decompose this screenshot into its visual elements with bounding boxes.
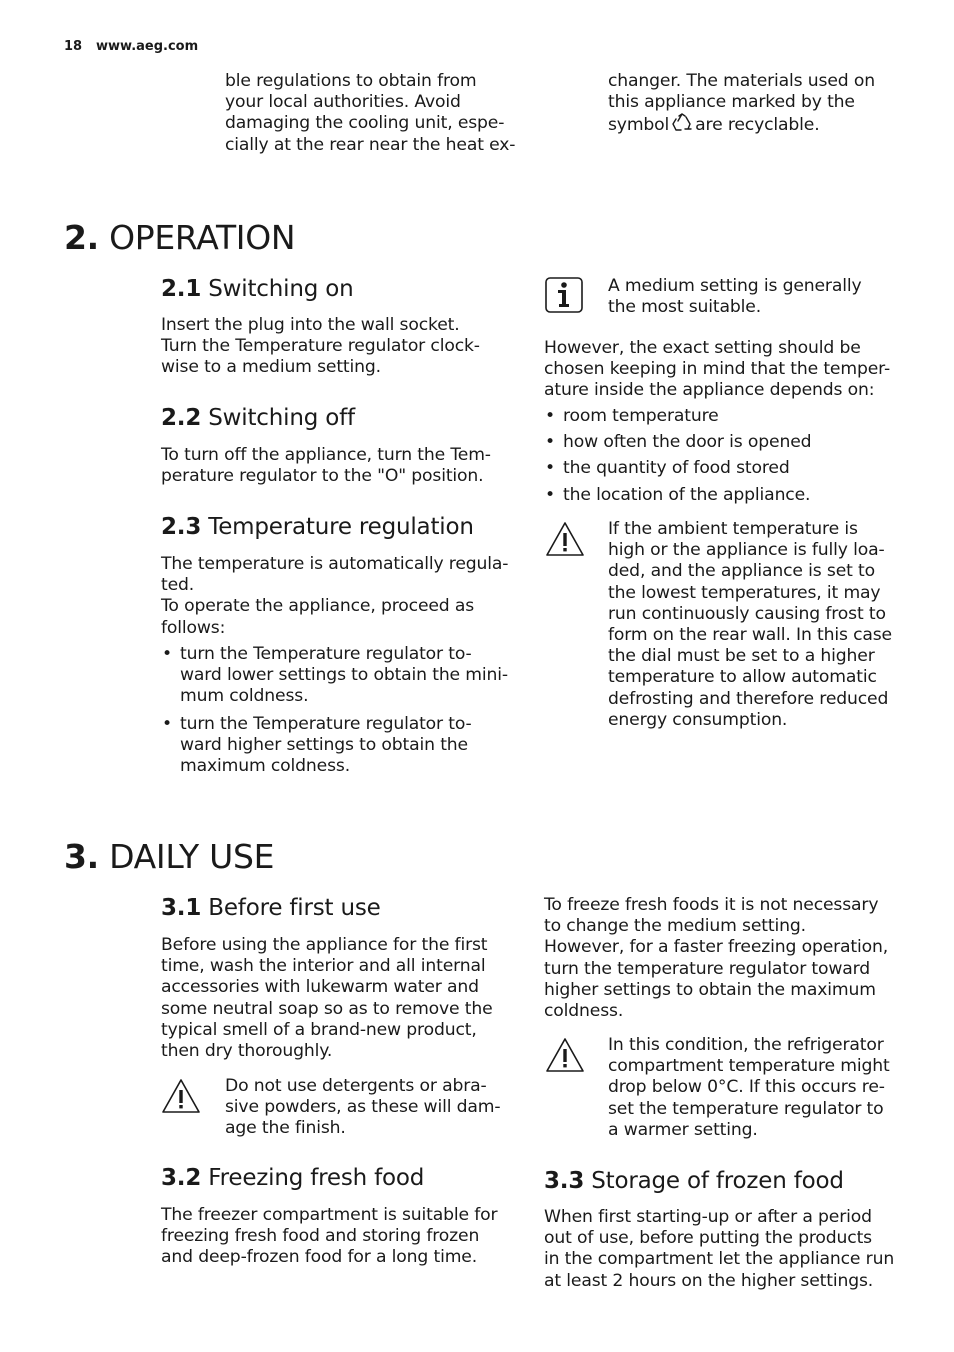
intro-left-text: ble regulations to obtain from your local authorities. Avoid damaging the cooling unit, espe- cially at the rear near the heat ex-: [225, 71, 516, 155]
before-first-use-text: Before using the appliance for the first time, wash the interior and all internal accessories with lukewarm water and some neutral soap so as to remove the typical smell of a brand-new product, then dry thoroughly.: [161, 935, 493, 1062]
subheading-switching-off: 2.2 Switching off: [161, 405, 355, 431]
section-heading-operation: 2. OPERATION: [64, 218, 296, 257]
page-number: 18: [64, 39, 83, 54]
operation-right-text: However, the exact setting should be chosen keeping in mind that the temper- ature inside the appliance depends on:: [544, 338, 890, 401]
operation-warning-text: If the ambient temperature is high or the appliance is fully loa- ded, and the appliance is set to the lowest temperatures, it may run continuously causing frost to form on the rear wall. In this case the dial must be set to a higher temperature to allow automatic defrosting and therefore reduced energy consumption.: [608, 519, 892, 730]
switching-off-text: To turn off the appliance, turn the Tem- perature regulator to the "O" position.: [161, 445, 491, 487]
daily-use-right-text: To freeze fresh foods it is not necessary to change the medium setting. However, for a faster freezing operation, turn the temperature regulator toward higher settings to obtain the maximum coldness.: [544, 895, 889, 1022]
list-item: • the quantity of food stored: [544, 458, 904, 479]
recycle-icon: [671, 113, 693, 139]
subheading-temperature-regulation: 2.3 Temperature regulation: [161, 514, 474, 540]
info-note-text: A medium setting is generally the most suitable.: [608, 276, 862, 318]
subheading-storage-frozen-food: 3.3 Storage of frozen food: [544, 1168, 844, 1194]
list-item: • room temperature: [544, 406, 904, 427]
freezing-fresh-food-text: The freezer compartment is suitable for freezing fresh food and storing frozen and deep-frozen food for a long time.: [161, 1205, 498, 1268]
list-item: • turn the Temperature regulator to- ward lower settings to obtain the mini- mum coldness.: [161, 644, 521, 708]
temperature-factors-list: [544, 406, 904, 506]
subheading-switching-on: 2.1 Switching on: [161, 276, 354, 302]
intro-right-text: [608, 71, 908, 140]
warning-icon: [545, 1037, 585, 1073]
warning-icon: [545, 521, 585, 557]
temperature-regulation-text: The temperature is automatically regula- ted. To operate the appliance, proceed as follows:: [161, 554, 509, 638]
before-first-use-warning: Do not use detergents or abra- sive powders, as these will dam- age the finish.: [225, 1076, 501, 1139]
temperature-regulation-list: [161, 644, 521, 777]
subheading-freezing-fresh-food: 3.2 Freezing fresh food: [161, 1165, 425, 1191]
storage-frozen-food-text: When first starting-up or after a period out of use, before putting the products in the compartment let the appliance run at least 2 hours on the higher settings.: [544, 1207, 895, 1291]
section-heading-daily-use: 3. DAILY USE: [64, 837, 275, 876]
intro-right-text-b: are recyclable.: [695, 115, 820, 136]
daily-use-warning-text: In this condition, the refrigerator compartment temperature might drop below 0°C. If this occurs re- set the temperature regulator to a warmer setting.: [608, 1035, 890, 1140]
switching-on-text: Insert the plug into the wall socket. Turn the Temperature regulator clock- wise to a medium setting.: [161, 315, 480, 378]
intro-right-text-a: changer. The materials used on this appliance marked by the symbol: [608, 71, 875, 136]
list-item: • turn the Temperature regulator to- ward higher settings to obtain the maximum coldness.: [161, 714, 521, 778]
list-item: • the location of the appliance.: [544, 485, 904, 506]
warning-icon: [161, 1078, 201, 1114]
header-url: www.aeg.com: [96, 39, 199, 54]
info-icon: [545, 277, 583, 313]
list-item: • how often the door is opened: [544, 432, 904, 453]
subheading-before-first-use: 3.1 Before first use: [161, 895, 381, 921]
